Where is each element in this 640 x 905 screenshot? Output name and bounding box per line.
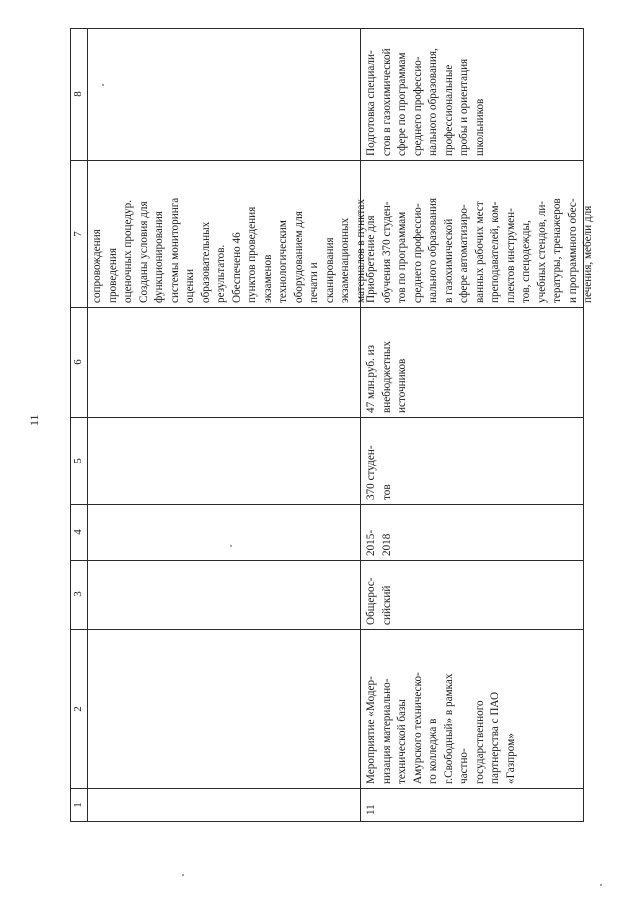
column-divider — [71, 160, 583, 161]
row-11-volume: 370 студен- тов — [365, 445, 393, 500]
row-11-goal: Подготовка специали- стов в газохимической сфере по программам среднего профессио- нального образования, профессиональные пробы и ориентация школьников — [365, 48, 486, 156]
column-header-6: 6 — [72, 359, 84, 365]
row-divider — [360, 29, 361, 821]
column-header-3: 3 — [72, 591, 84, 597]
column-divider — [71, 560, 583, 561]
row-11-period: 2015- 2018 — [365, 529, 393, 556]
column-divider — [71, 629, 583, 630]
column-header-7: 7 — [72, 231, 84, 237]
column-header-5: 5 — [72, 458, 84, 464]
document-table — [70, 28, 594, 822]
column-header-2: 2 — [72, 706, 84, 712]
row-11-name: Мероприятие «Модер- низация материально- технической базы Амурского техническо- го колледжа в г.Свободный» в рамках частно- государственного партнерства с ПАО «Газпром» — [365, 672, 517, 784]
column-header-1: 1 — [72, 802, 84, 808]
column-header-4: 4 — [72, 529, 84, 535]
scan-speck — [182, 874, 184, 876]
page-number: 11 — [27, 414, 41, 426]
column-header-8: 8 — [72, 91, 84, 97]
column-divider — [71, 788, 583, 789]
row-11-number: 11 — [365, 804, 377, 815]
scan-speck — [600, 884, 602, 886]
column-divider — [71, 307, 583, 308]
row-divider — [87, 29, 88, 821]
scan-speck — [230, 545, 232, 547]
scan-speck — [102, 84, 104, 86]
row-11-result: Приобретение для обучения 370 студен- тов по программам среднего профессио- нального образования в газохимической сфере автоматизиро- ванных рабочих мест преподавателей, ком- плектов инструмен- тов, спецодежды, учебных стендов, ли- тературы, тренажеров и программного обес- печения, мебели для — [365, 197, 594, 303]
continuation-col7-text: сопровождения проведения оценочных процедур. Созданы условия для функционирования системы мониторинга оценки образовательных результатов. Обеспечено 46 пунктов проведения экзаменов технологическим оборудованием для печати и сканирования экзаменационных материалов в пунктах — [91, 197, 367, 303]
row-11-level: Общерос- сийский — [365, 577, 393, 625]
row-11-funding: 47 млн.руб. из внебюджетных источников — [365, 341, 408, 413]
column-divider — [71, 417, 583, 418]
column-divider — [71, 504, 583, 505]
